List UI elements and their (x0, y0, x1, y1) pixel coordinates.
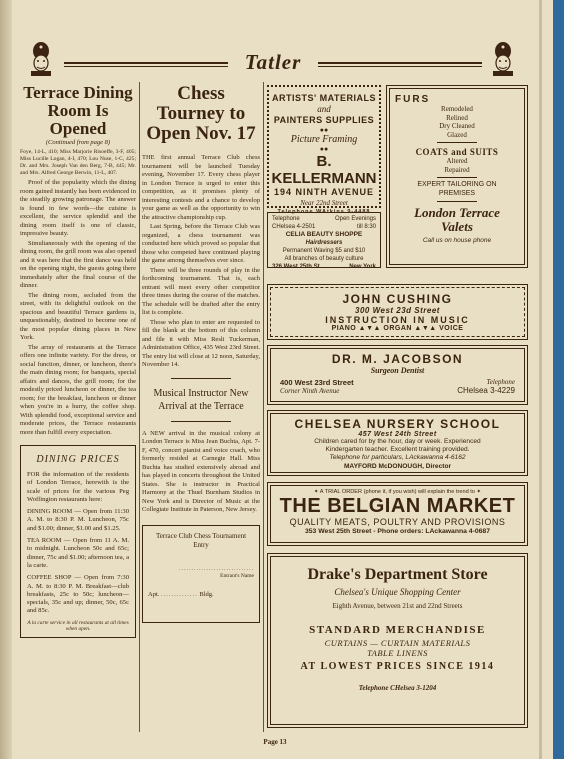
continued-note: (Continued from page 8) (45, 139, 111, 146)
ad-line: Permanent Waving $5 and $10 (282, 248, 366, 254)
musical-heading: Musical Instructor New Arrival at the Terrace (153, 387, 249, 412)
ad-line: Remodeled (441, 105, 473, 113)
ad-hours-block (335, 215, 376, 231)
ad-line: Kindergarten teacher. Excellent training provided. (325, 446, 470, 454)
column-rule (263, 82, 264, 732)
ad-line: STANDARD MERCHANDISE (309, 624, 486, 636)
ad-dr-jacobson (267, 345, 528, 405)
paragraph: THE first annual Terrace Club chess tournament will be launched Tuesday evening, November 17. Every chess player in London Terrace is urged to enter this competition, as it promises plenty of interesting contests and a chance to develop your game as well as the opportunity to win the attractive championship cup. (142, 154, 260, 221)
ad-inner-border (270, 413, 525, 473)
binding-spine (0, 0, 12, 759)
ad-tagline: Chelsea's Unique Shopping Center (334, 587, 461, 597)
page-number: Page 13 (263, 738, 287, 746)
ad-header-row (272, 215, 376, 231)
ad-line: PAINTERS SUPPLIES (273, 115, 375, 125)
ad-name: DR. M. JACOBSON (331, 352, 464, 366)
article-body (20, 179, 136, 437)
ad-line: Corner Ninth Avenue (280, 387, 340, 395)
ad-phone: Telephone CHelsea 3-1204 (358, 684, 437, 692)
ad-line: CURTAINS — CURTAIN MATERIALS (324, 638, 471, 648)
ad-inner-border (270, 348, 525, 402)
ad-john-cushing (267, 284, 528, 340)
paragraph: The array of restaurants at the Terrace offers one infinite variety. For the dress, or social function, dinner, or luncheon, there's the main dining room; for banquets, special affairs and dances, the grill room; for the modestly priced luncheon or dinner, the tea room; for the breakfast, luncheon or dinner when you're in a hurry, the coffee shop. With splendid food, exceptional service and moderate prices, the Terrace restaurants more than fulfill every expectation. (20, 343, 136, 436)
ad-line: Picture Framing (290, 134, 358, 145)
paragraph: There will be three rounds of play in the forthcoming tournament. That is, each entrant will meet every other competitor three times during the course of the matches. The schedule will be drafted after the entry list is complete. (142, 266, 260, 316)
chess-heading: Chess Tourney to Open Nov. 17 (146, 83, 256, 144)
ad-inner-border (270, 556, 525, 725)
ad-heading: FURS (395, 94, 431, 105)
paragraph: A NEW arrival in the musical colony at London Terrace is Miss Jean Buchta, Apt. 7-F, 470, concert pianist and voice coach, who formerly resided at Carnegie Hall. Miss Buchta has studied extensively abroad and has played in concerts throughout the United States. She is instructor in Practical Harmony at the Thuel Burnham Studios in New York and is Director of Music at the Collegiate Institute in Paterson, New Jersey. (142, 429, 260, 513)
ad-line: QUALITY MEATS, POULTRY AND PROVISIONS (289, 517, 506, 528)
ad-inner-border (270, 287, 525, 337)
ad-footer-row (272, 263, 376, 271)
ad-address: 353 West 25th Street - Phone orders: LAckawanna 4-0687 (305, 528, 490, 536)
ad-line: till 8:30 (356, 224, 376, 230)
paragraph: Simultaneously with the opening of the dining room, the grill room was also opened and it was here that the first dance was held on the opening night, the guests going there immediately after the final course of the dinner. (20, 239, 136, 289)
ad-line: EXPERT TAILORING ON PREMISES (417, 181, 497, 197)
ad-line: All branches of beauty culture (284, 256, 364, 262)
ad-phone-block (272, 215, 315, 231)
guest-names: Foye, 14-L, 410; Miss Marjorie Risoeffe, 3-F, 405; Miss Lucille Logan, 4-I, 470; Lou Nuse, 1-C, 425; Dr. and Mrs. Joseph Van den Berg, 7-B, 445; Mr. and Mrs. Alfred George Berwin, 11-L, 407. (20, 149, 136, 176)
paragraph: Proof of the popularity which the dining room gained instantly has been evidenced in the steadily growing patronage. The answer is found in few words—the cuisine is excellent, the service splendid and the dining room itself is one of classic, impressive beauty. (20, 179, 136, 237)
ad-name: CHELSEA NURSERY SCHOOL (294, 417, 501, 431)
ad-address: Eighth Avenue, between 21st and 22nd Streets (332, 602, 463, 610)
a-la-carte-note: A la carte service in all restaurants at all times when open. (27, 619, 129, 633)
ad-line: Telephone (486, 378, 515, 386)
ad-line: TABLE LINENS (367, 648, 428, 658)
page-edge (539, 0, 542, 759)
ad-address: 194 NINTH AVENUE (273, 187, 375, 197)
ad-line: INSTRUCTION IN MUSIC (325, 315, 470, 325)
ad-line: Glazed (447, 130, 467, 139)
masthead (18, 40, 528, 78)
ad-address: 300 West 23d Street (355, 306, 440, 315)
menu-item-tea-room: TEA ROOM — Open from 11 A. M. to midnight. Luncheon 50c and 65c; dinner, 75c and $1.00; afternoon tea, a la carte. (27, 537, 129, 569)
chess-entry-form (142, 525, 260, 623)
ad-address: 400 West 23rd Street (280, 378, 354, 387)
menu-item-coffee-shop: COFFEE SHOP — Open from 7:30 A. M. to 8:30 P. M. Breakfast—club breakfasts, 25c to 50c; luncheon—specials, 35c and up; dinner, 50c, 65c and 85c. (27, 574, 129, 615)
section-divider (171, 378, 231, 379)
column-rule (139, 82, 140, 732)
entrant-name-field[interactable]: .............................. (179, 565, 254, 572)
ad-name: THE BELGIAN MARKET (279, 495, 516, 518)
ad-line: Dry Cleaned (439, 122, 475, 130)
ad-name: Drake's Department Store (307, 566, 488, 583)
ad-line: and (317, 104, 331, 114)
article-heading: Terrace Dining Room Is Opened (23, 83, 133, 138)
ad-name: London Terrace (414, 205, 500, 220)
ad-line: Hairdressers (305, 240, 343, 246)
ad-line: Telephone (272, 216, 300, 222)
ad-phone: Telephone WAtkins 9-4488 (277, 209, 371, 215)
ad-line: Call us on house phone (422, 237, 492, 244)
ad-line: Relined (446, 113, 468, 122)
ad-phone: CHelsea 3-4229 (457, 386, 515, 395)
ad-city: New York (349, 264, 376, 270)
dining-prices-box (20, 445, 136, 638)
entrant-name-label: Entrant's Name (220, 572, 254, 579)
musical-body (142, 430, 260, 515)
ad-chelsea-nursery (267, 410, 528, 476)
ad-line: CHelsea 4-2501 (272, 224, 316, 230)
ad-line: MAYFORD McDONOUGH, Director (343, 462, 452, 470)
masthead-title: Tatler (228, 50, 318, 75)
ad-line: Telephone for particulars, LAckawanna 4-6162 (329, 454, 466, 462)
paragraph: Last Spring, before the Terrace Club was organized, a chess tournament was conducted here which proved so popular that those who competed have continued playing the game among themselves ever since. (142, 223, 260, 264)
ad-inner-border (389, 88, 525, 265)
ad-kellermann (267, 85, 381, 215)
ad-line: ✦ A TRIAL ORDER (phone it, if you wish) will explain the trend to ✦ (313, 489, 482, 495)
ad-drakes-department-store (267, 553, 528, 728)
paragraph: Those who plan to enter are requested to fill the blank at the bottom of this column and file it with Miss Resli Tuckerman, Administration Office, 435 West 23rd Street. The entry list will close at 12 noon, Saturday, November 14. (142, 318, 260, 368)
ad-address: 457 West 24th Street (358, 431, 437, 438)
dining-prices-title: DINING PRICES (36, 454, 120, 465)
bldg-label: Bldg. (199, 590, 214, 598)
ad-line: Children cared for by the hour, day or week. Experienced (314, 438, 481, 445)
ad-inner-border (270, 485, 525, 543)
ad-line: Repaired (444, 165, 470, 174)
ad-address: 326 West 25th St. (272, 264, 322, 270)
ad-line: Surgeon Dentist (370, 366, 425, 375)
paragraph: The dining room, secluded from the street, with its delightful outlook on the spacious and beautiful Terrace gardens is, unquestionably, destined to become one of the most popular dining places in New York. (20, 291, 136, 341)
ad-line: AT LOWEST PRICES SINCE 1914 (300, 661, 495, 672)
ad-line: ARTISTS' MATERIALS (272, 93, 376, 103)
ad-celia-beauty (267, 212, 381, 268)
book-cover-edge (553, 0, 564, 759)
dining-intro: FOR the information of the residents of London Terrace, herewith is the scale of prices for the various Peg Woffington restaurants here: (27, 471, 129, 503)
ad-name: CELIA BEAUTY SHOPPE (285, 231, 363, 238)
ad-heading: COATS and SUITS (415, 147, 499, 157)
column-terrace-dining (20, 84, 136, 638)
ornament-icon: ●● (319, 145, 329, 153)
ornament-icon: ●● (319, 126, 329, 134)
ad-name: JOHN CUSHING (342, 292, 453, 306)
ad-line: Open Evenings (334, 216, 376, 222)
ad-name: Valets (441, 219, 473, 234)
menu-item-dining-room: DINING ROOM — Open from 11:30 A. M. to 8:30 P. M. Luncheon, 75c and $1.00; dinner, $1.00 and $1.25. (27, 508, 129, 532)
section-divider (171, 421, 231, 422)
apt-label: Apt. (148, 590, 160, 598)
ad-line: Near 22nd Street (300, 199, 348, 207)
ad-line: Altered (446, 157, 468, 165)
ad-line: PIANO ▲▼▲ ORGAN ▲▼▲ VOICE (331, 325, 464, 332)
ad-name: B. KELLERMANN (271, 153, 377, 187)
apt-field[interactable]: .............. (161, 590, 198, 598)
column-chess (142, 84, 260, 623)
entry-form-title: Terrace Club Chess Tournament Entry (155, 531, 247, 549)
chess-body (142, 154, 260, 370)
ad-furs-valets (386, 85, 528, 268)
policeman-icon (490, 42, 516, 76)
ad-belgian-market (267, 482, 528, 546)
policeman-icon (28, 42, 54, 76)
apt-bldg-line (148, 591, 254, 598)
